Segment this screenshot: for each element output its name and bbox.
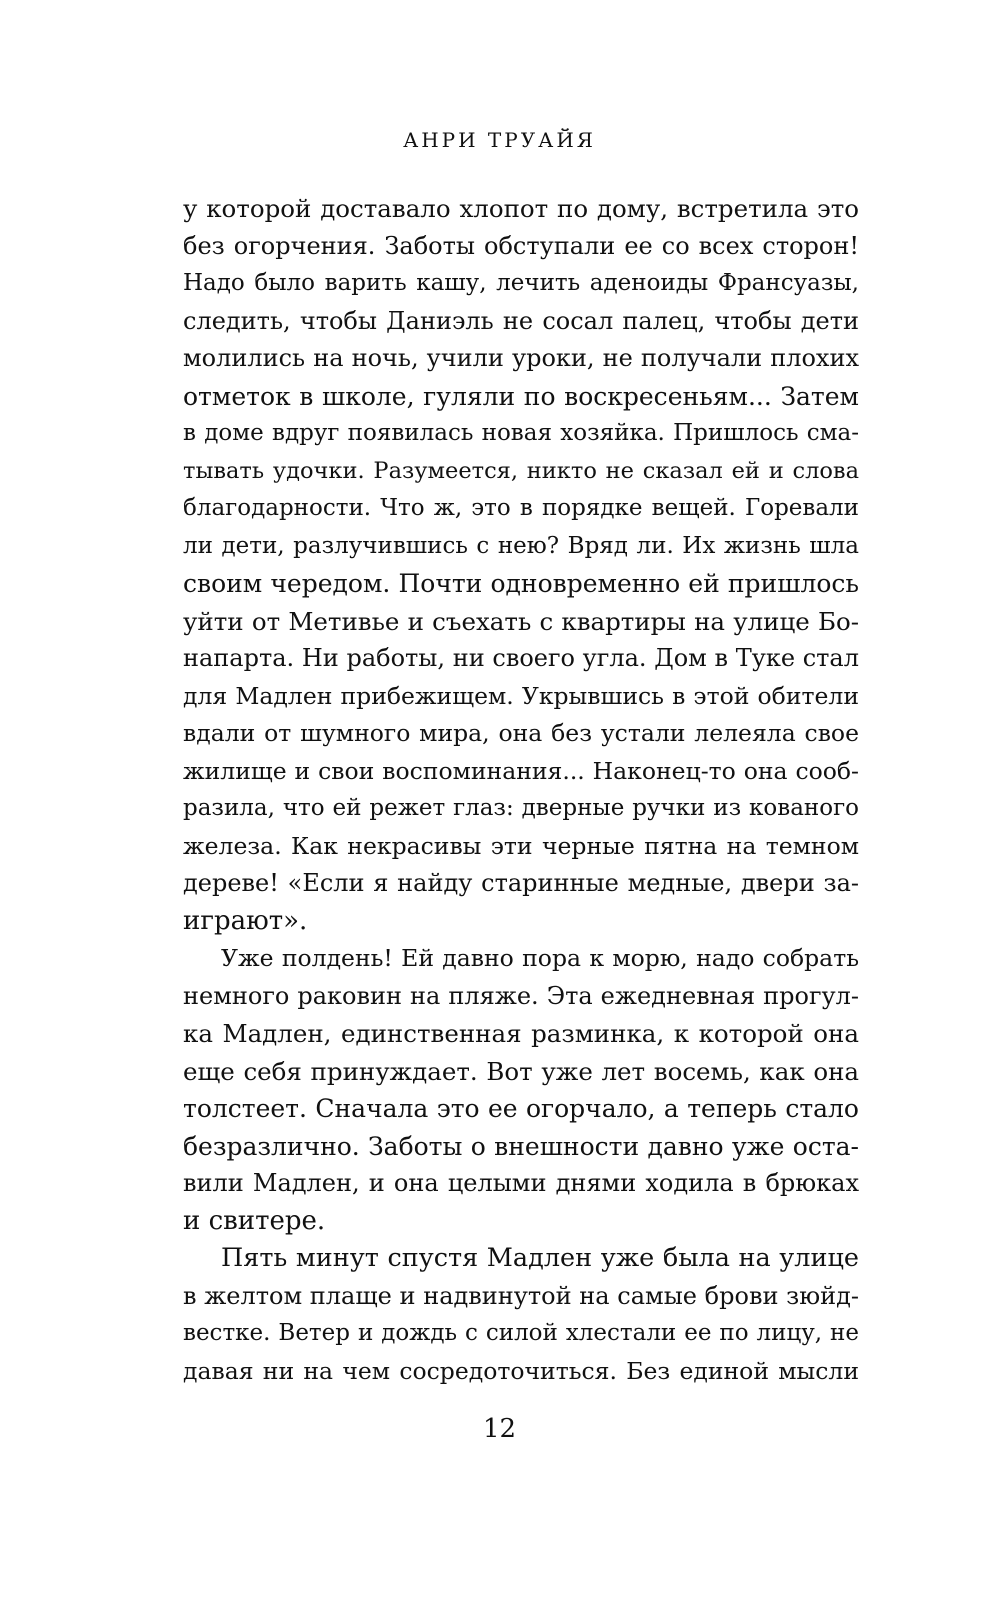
text-line: в желтом плаще и надвинутой на самые брови зюйд- — [183, 1281, 859, 1310]
text-line: благодарности. Что ж, это в порядке вещей. Горевали — [183, 495, 859, 521]
text-line: и свитере. — [183, 1205, 326, 1236]
text-line: толстеет. Сначала это ее огорчало, а теперь стало — [183, 1094, 859, 1123]
text-line: еще себя принуждает. Вот уже лет восемь, как она — [183, 1056, 859, 1086]
text-line: следить, чтобы Даниэль не сосал палец, чтобы дети — [183, 306, 859, 335]
text-line: ли дети, разлучившись с нею? Вряд ли. Их жизнь шла — [183, 532, 859, 559]
text-line: уйти от Метивье и съехать с квартиры на улице Бо- — [183, 606, 859, 636]
text-line: в доме вдруг появилась новая хозяйка. Пришлось сма- — [183, 420, 859, 446]
text-line: безразлично. Заботы о внешности давно уже оста- — [183, 1131, 859, 1161]
text-line: напарта. Ни работы, ни своего угла. Дом в Туке стал — [183, 644, 859, 672]
text-line: давая ни на чем сосредоточиться. Без единой мысли — [183, 1356, 859, 1385]
running-head: АНРИ ТРУАЙЯ — [403, 128, 596, 152]
page-number: 12 — [482, 1414, 517, 1444]
text-line: жилище и свои воспоминания... Наконец-то она сооб- — [183, 756, 859, 785]
text-line: играют». — [183, 905, 308, 936]
text-line: молились на ночь, учили уроки, не получали плохих — [183, 344, 859, 372]
text-line: тывать удочки. Разумеется, никто не сказал ей и слова — [183, 457, 859, 484]
body-text — [183, 190, 859, 1390]
text-line: немного раковин на пляже. Эта ежедневная прогул- — [183, 981, 859, 1010]
text-line: дереве! «Если я найду старинные медные, двери за- — [183, 869, 859, 897]
text-line: своим чередом. Почти одновременно ей пришлось — [183, 569, 859, 598]
text-line: для Мадлен прибежищем. Укрывшись в этой обители — [183, 681, 859, 710]
text-line: ка Мадлен, единственная разминка, к которой она — [183, 1019, 859, 1048]
paragraph-2 — [183, 940, 859, 1240]
text-line: Пять минут спустя Мадлен уже была на улице — [221, 1243, 859, 1273]
text-line: разила, что ей режет глаз: дверные ручки из кованого — [183, 795, 859, 821]
text-line: у которой доставало хлопот по дому, встретила это — [183, 194, 859, 223]
text-line: отметок в школе, гуляли по воскресеньям... Затем — [183, 381, 859, 411]
text-line: вдали от шумного мира, она без устали лелеяла свое — [183, 719, 859, 747]
text-line: Надо было варить кашу, лечить аденоиды Франсуазы, — [183, 270, 859, 296]
text-line: вестке. Ветер и дождь с силой хлестали ее по лицу, не — [183, 1320, 859, 1346]
text-line: Уже полдень! Ей давно пора к морю, надо собрать — [221, 944, 859, 972]
paragraph-1 — [183, 190, 859, 940]
text-line: железа. Как некрасивы эти черные пятна на темном — [183, 831, 859, 860]
paragraph-3 — [183, 1240, 859, 1390]
text-line: без огорчения. Заботы обступали ее со всех сторон! — [183, 231, 859, 260]
text-line: вили Мадлен, и она целыми днями ходила в брюках — [183, 1169, 859, 1197]
